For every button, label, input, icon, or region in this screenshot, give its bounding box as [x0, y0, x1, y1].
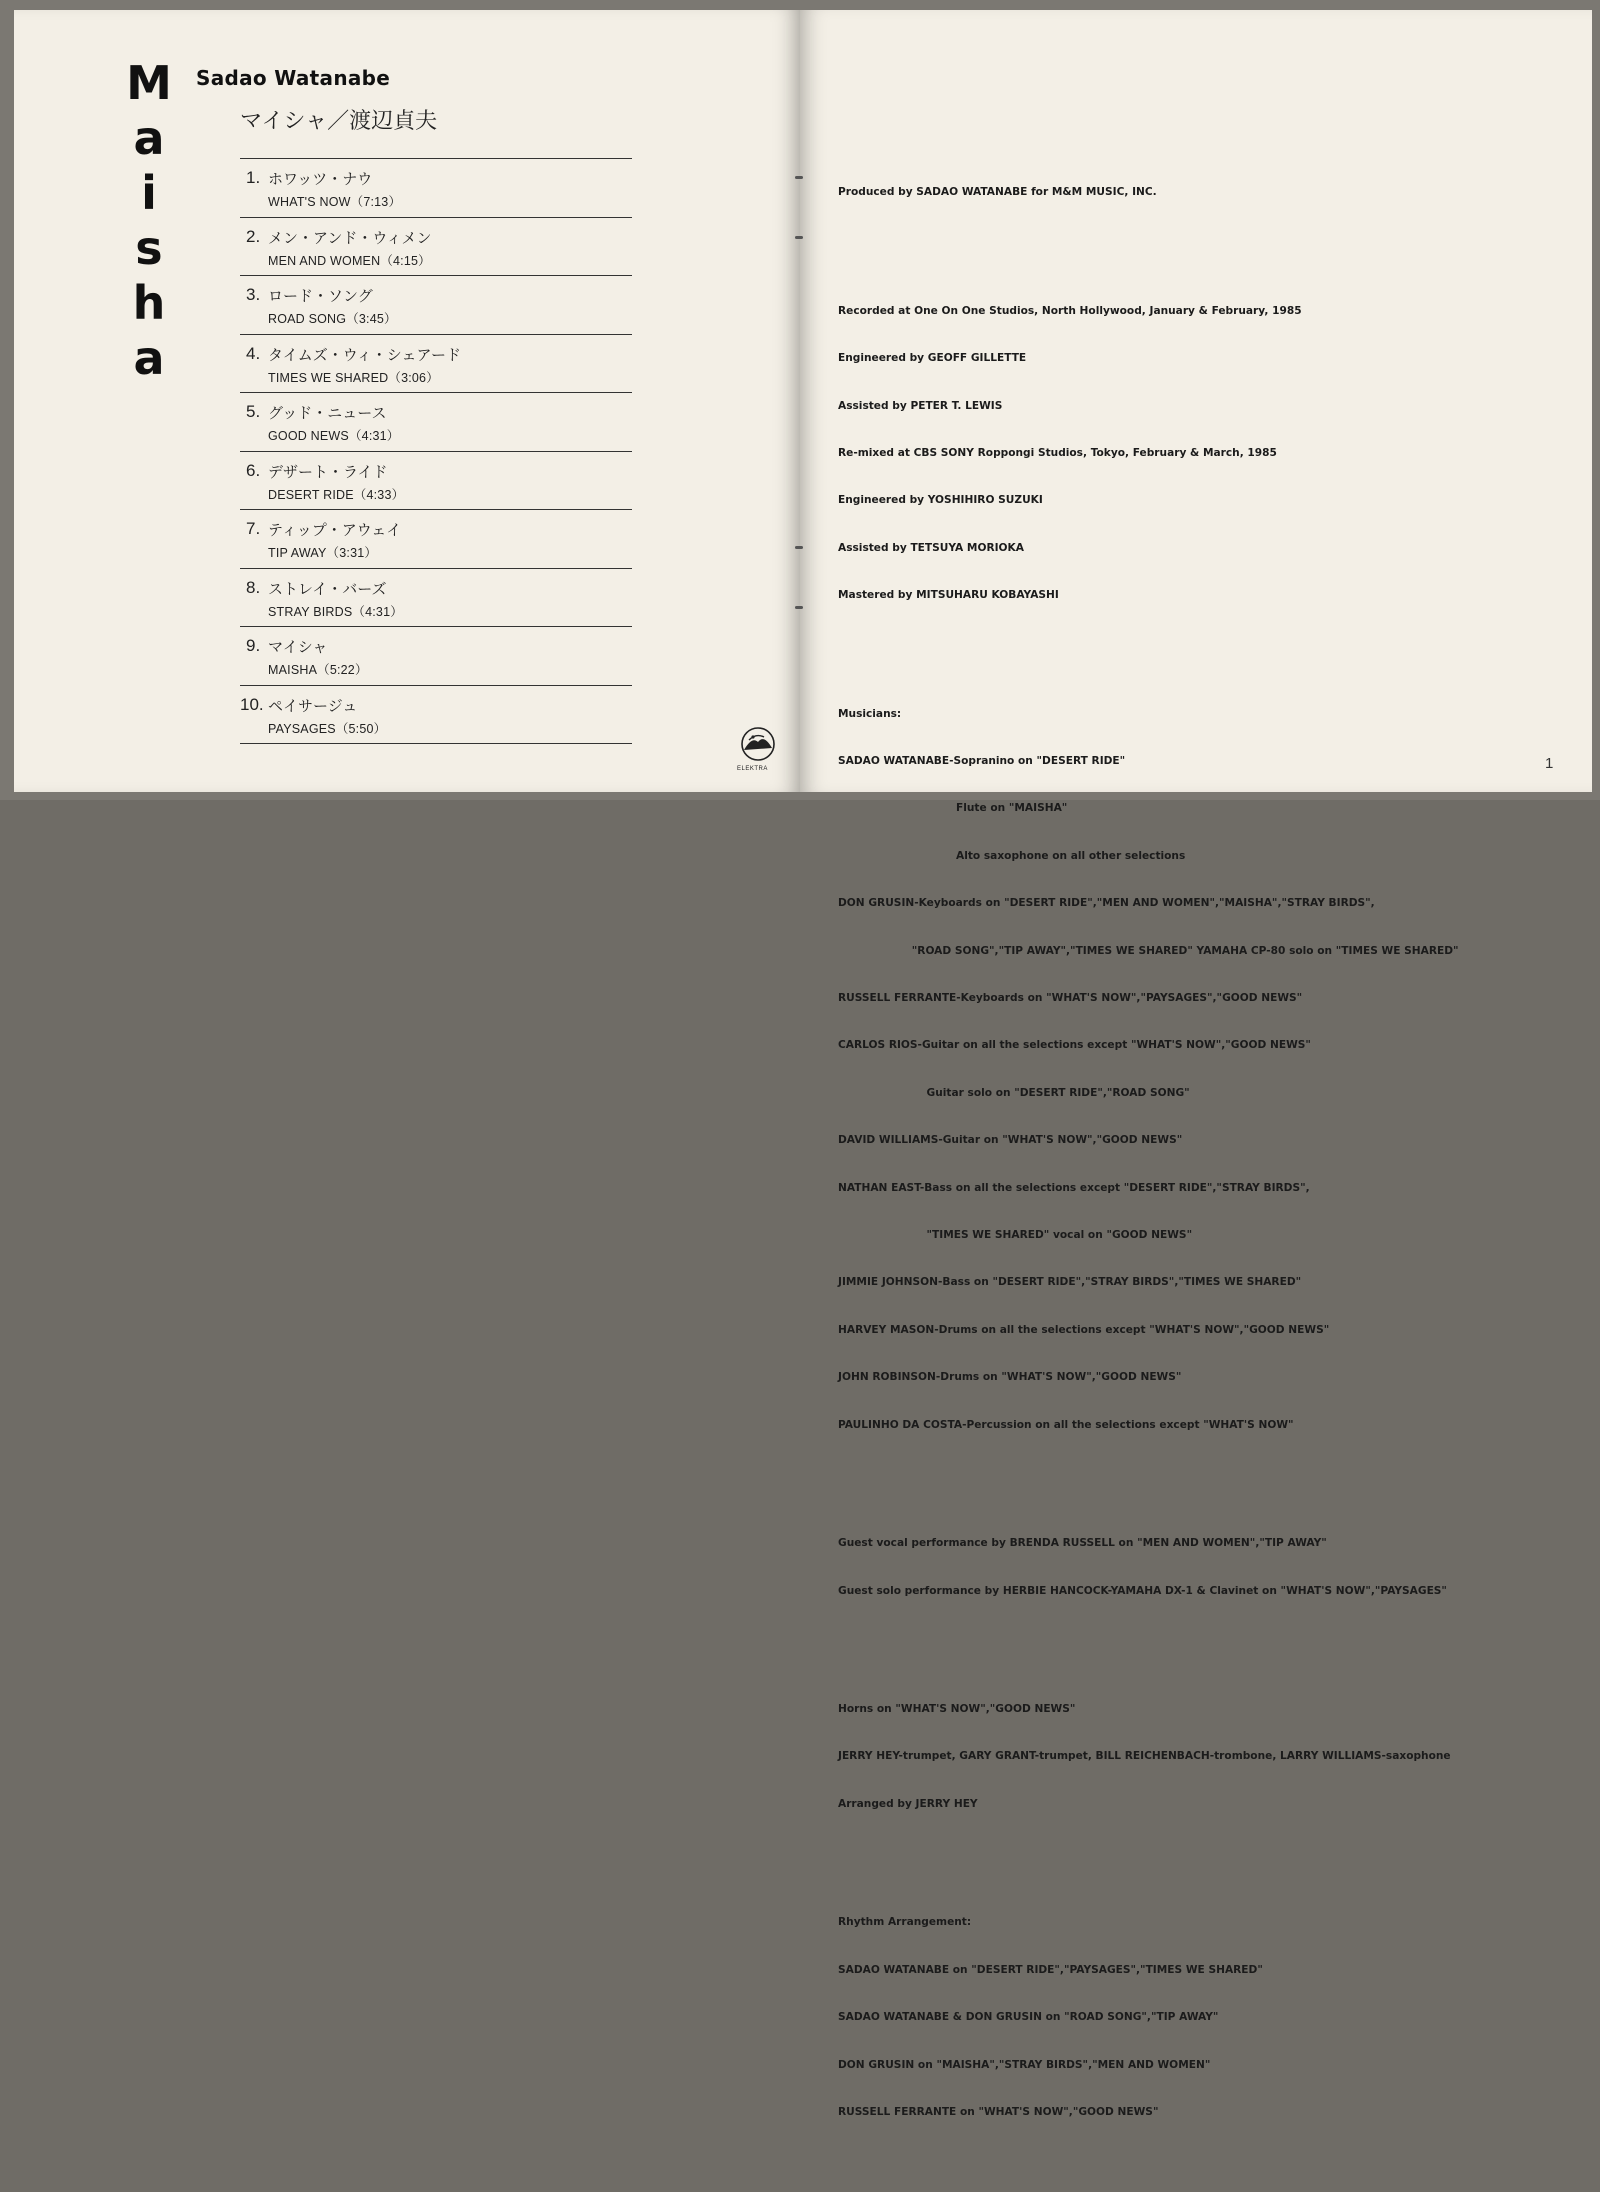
track-number: 1.: [246, 168, 261, 187]
credit-line: Flute on "MAISHA": [838, 802, 1068, 815]
credit-line: Guest vocal performance by BRENDA RUSSELL on "MEN AND WOMEN","TIP AWAY": [838, 1537, 1327, 1550]
credits-guests: [838, 1505, 1578, 1631]
track-title-jp: ロード・ソング: [268, 288, 373, 305]
credit-line: SADAO WATANABE & DON GRUSIN on "ROAD SONG","TIP AWAY": [838, 2011, 1219, 2024]
track-item: [240, 686, 632, 745]
credits-produced: [838, 154, 1578, 233]
title-letter: M: [126, 56, 172, 110]
credit-line: SADAO WATANABE-Sopranino on "DESERT RIDE": [838, 755, 1126, 768]
title-letter: a: [133, 111, 165, 165]
credits-horns: [838, 1671, 1578, 1845]
title-letter: i: [141, 166, 157, 220]
track-number: 5.: [246, 402, 261, 421]
credit-line: Rhythm Arrangement:: [838, 1916, 972, 1929]
track-item: [240, 393, 632, 452]
artist-name: Sadao Watanabe: [196, 66, 391, 90]
staple: [795, 546, 803, 549]
credit-line: Guitar solo on "DESERT RIDE","ROAD SONG": [838, 1086, 1190, 1099]
track-title-jp: メン・アンド・ウィメン: [268, 229, 432, 247]
credit-line: SADAO WATANABE on "DESERT RIDE","PAYSAGES","TIMES WE SHARED": [838, 1963, 1263, 1976]
track-item: [240, 627, 632, 686]
credit-line: NATHAN EAST-Bass on all the selections except "DESERT RIDE","STRAY BIRDS",: [838, 1181, 1310, 1194]
track-title-jp: ティップ・アウェイ: [268, 522, 402, 539]
album-title-vertical: [124, 56, 174, 386]
track-title-jp: タイムズ・ウィ・シェアード: [268, 346, 462, 364]
track-title-en: ROAD SONG（3:45）: [268, 312, 397, 326]
track-item: [240, 159, 632, 218]
credit-line: DON GRUSIN on "MAISHA","STRAY BIRDS","MEN AND WOMEN": [838, 2058, 1211, 2071]
track-title-jp: ホワッツ・ナウ: [268, 171, 373, 188]
track-item: [240, 335, 632, 394]
credit-line: RUSSELL FERRANTE on "WHAT'S NOW","GOOD NEWS": [838, 2106, 1159, 2119]
japanese-title: マイシャ／渡辺貞夫: [240, 109, 438, 134]
track-item: [240, 452, 632, 511]
track-title-en: WHAT'S NOW（7:13）: [268, 195, 402, 209]
credit-line: Guest solo performance by HERBIE HANCOCK-YAMAHA DX-1 & Clavinet on "WHAT'S NOW","PAYSAGES": [838, 1584, 1447, 1597]
credit-line: Recorded at One On One Studios, North Hollywood, January & February, 1985: [838, 304, 1302, 317]
credit-line: CARLOS RIOS-Guitar on all the selections except "WHAT'S NOW","GOOD NEWS": [838, 1039, 1311, 1052]
staple: [795, 606, 803, 609]
staple: [795, 176, 803, 179]
credit-line: RUSSELL FERRANTE-Keyboards on "WHAT'S NOW","PAYSAGES","GOOD NEWS": [838, 992, 1303, 1005]
credits: [838, 122, 1578, 2192]
credits-musicians: [838, 675, 1578, 1465]
elektra-logo-icon: [740, 726, 776, 770]
title-letter: h: [132, 276, 166, 330]
track-title-jp: デザート・ライド: [268, 463, 388, 481]
credit-line: Engineered by YOSHIHIRO SUZUKI: [838, 494, 1043, 507]
credit-line: DON GRUSIN-Keyboards on "DESERT RIDE","MEN AND WOMEN","MAISHA","STRAY BIRDS",: [838, 897, 1375, 910]
track-title-en: MEN AND WOMEN（4:15）: [268, 253, 431, 268]
track-title-en: MAISHA（5:22）: [268, 663, 368, 677]
credit-line: JOHN ROBINSON-Drums on "WHAT'S NOW","GOOD NEWS": [838, 1371, 1182, 1384]
track-number: 3.: [246, 285, 261, 304]
credit-line: PAULINHO DA COSTA-Percussion on all the selections except "WHAT'S NOW": [838, 1418, 1294, 1431]
credit-line: "ROAD SONG","TIP AWAY","TIMES WE SHARED" YAMAHA CP-80 solo on "TIMES WE SHARED": [838, 944, 1459, 957]
track-title-en: STRAY BIRDS（4:31）: [268, 604, 403, 619]
track-title-en: PAYSAGES（5:50）: [268, 721, 387, 736]
title-letter: s: [135, 221, 163, 275]
track-title-en: DESERT RIDE（4:33）: [268, 487, 405, 502]
title-letter: a: [133, 331, 165, 385]
credits-rhythm: [838, 1884, 1578, 2153]
logo-text: ELEKTRA: [737, 766, 768, 772]
track-item: [240, 569, 632, 628]
track-number: 4.: [246, 343, 261, 363]
track-title-en: GOOD NEWS（4:31）: [268, 429, 400, 443]
credit-line: Re-mixed at CBS SONY Roppongi Studios, Tokyo, February & March, 1985: [838, 446, 1277, 459]
credit-line: JIMMIE JOHNSON-Bass on "DESERT RIDE","STRAY BIRDS","TIMES WE SHARED": [838, 1276, 1302, 1289]
credit-line: JERRY HEY-trumpet, GARY GRANT-trumpet, BILL REICHENBACH-trombone, LARRY WILLIAMS-saxophone: [838, 1750, 1451, 1763]
page-number: 1: [1545, 755, 1554, 772]
track-item: [240, 276, 632, 335]
credits-recording: [838, 272, 1578, 635]
track-item: [240, 218, 632, 277]
track-number: 10.: [240, 694, 264, 714]
tracklist: [240, 158, 632, 744]
credit-line: Assisted by TETSUYA MORIOKA: [838, 541, 1024, 554]
credit-line: Engineered by GEOFF GILLETTE: [838, 352, 1027, 365]
credit-line: Arranged by JERRY HEY: [838, 1797, 978, 1810]
track-number: 6.: [246, 460, 261, 480]
track-number: 7.: [246, 519, 261, 538]
track-number: 8.: [246, 577, 261, 597]
credit-line: DAVID WILLIAMS-Guitar on "WHAT'S NOW","GOOD NEWS": [838, 1134, 1183, 1147]
credit-line: Alto saxophone on all other selections: [838, 849, 1186, 862]
credit-line: Produced by SADAO WATANABE for M&M MUSIC, INC.: [838, 186, 1157, 199]
credit-line: HARVEY MASON-Drums on all the selections except "WHAT'S NOW","GOOD NEWS": [838, 1323, 1330, 1336]
track-title-en: TIP AWAY（3:31）: [268, 546, 378, 560]
track-title-en: TIMES WE SHARED（3:06）: [268, 370, 439, 385]
credit-line: "TIMES WE SHARED" vocal on "GOOD NEWS": [838, 1228, 1193, 1241]
track-title-jp: ストレイ・バーズ: [268, 580, 387, 598]
staple: [795, 236, 803, 239]
credit-line: Mastered by MITSUHARU KOBAYASHI: [838, 589, 1059, 602]
track-number: 2.: [246, 226, 261, 246]
credit-line: Assisted by PETER T. LEWIS: [838, 399, 1003, 412]
track-title-jp: マイシャ: [268, 639, 328, 656]
credit-line: Horns on "WHAT'S NOW","GOOD NEWS": [838, 1703, 1076, 1716]
track-number: 9.: [246, 636, 261, 655]
track-title-jp: ペイサージュ: [268, 697, 358, 715]
credit-line: Musicians:: [838, 707, 902, 720]
track-item: [240, 510, 632, 569]
track-title-jp: グッド・ニュース: [268, 405, 387, 422]
